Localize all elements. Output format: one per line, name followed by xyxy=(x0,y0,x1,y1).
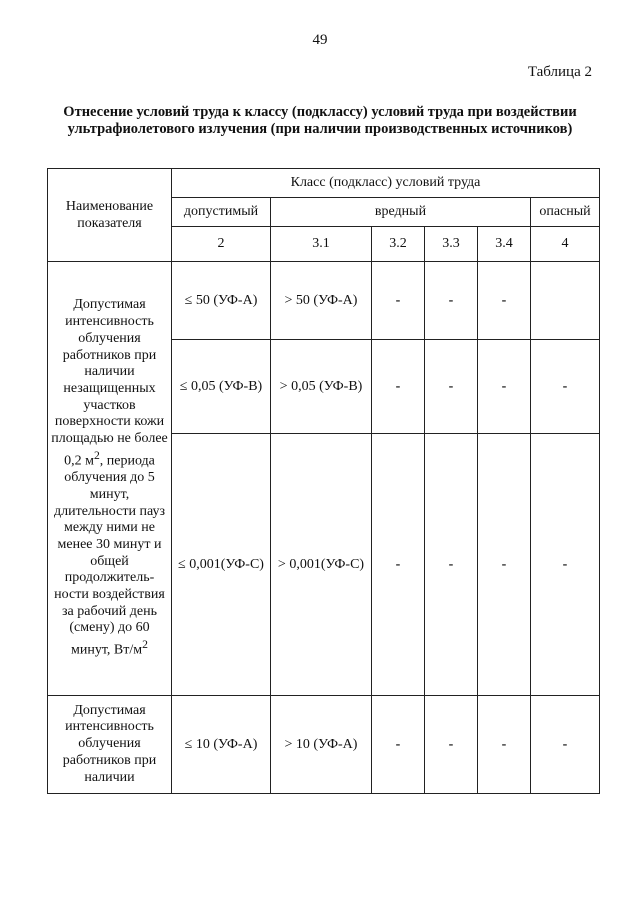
table-title: Отнесение условий труда к классу (подклассу) условий труда при воздействии ультрафиолетового излучения (при наличии производственных источников) xyxy=(63,104,577,137)
value-cell: - xyxy=(531,696,600,794)
value-cell: ≤ 10 (УФ-А) xyxy=(172,696,271,794)
table-label: Таблица 2 xyxy=(527,64,592,80)
indicator-name: Допустимая интенсивность облучения работников при наличии незащищенных участков поверхности кожи площадью не более 0,2 $м^2$, периода облучения до 5 минут, длительности пауз между ними не менее 30 минут и общей продолжитель-ности воздействия за рабочий день (смену) до 60 минут, $Вт/м^2$ xyxy=(48,262,172,696)
value-cell: - xyxy=(372,434,425,696)
value-cell: ≤ 0,05 (УФ-В) xyxy=(172,340,271,434)
value-cell: - xyxy=(478,340,531,434)
header-code: 3.3 xyxy=(425,227,478,262)
value-cell: ≤ 50 (УФ-А) xyxy=(172,262,271,340)
value-cell: - xyxy=(425,434,478,696)
value-cell: > 0,05 (УФ-В) xyxy=(271,340,372,434)
value-cell: > 0,001(УФ-С) xyxy=(271,434,372,696)
value-cell: - xyxy=(531,434,600,696)
header-dangerous: опасный xyxy=(531,198,600,227)
value-cell: - xyxy=(425,340,478,434)
value-cell: - xyxy=(425,262,478,340)
uv-classification-table xyxy=(47,168,600,794)
value-cell: - xyxy=(425,696,478,794)
header-code: 3.1 xyxy=(271,227,372,262)
header-code: 4 xyxy=(531,227,600,262)
header-indicator-name: Наименование показателя xyxy=(48,169,172,262)
value-cell: - xyxy=(478,434,531,696)
indicator-name: Допустимая интенсивность облучения работников при наличии xyxy=(48,696,172,794)
header-code: 3.2 xyxy=(372,227,425,262)
value-cell: > 10 (УФ-А) xyxy=(271,696,372,794)
page-number: 49 xyxy=(312,32,328,48)
value-cell: - xyxy=(531,340,600,434)
value-cell: - xyxy=(372,262,425,340)
value-cell: - xyxy=(478,696,531,794)
value-cell: ≤ 0,001(УФ-С) xyxy=(172,434,271,696)
header-acceptable: допустимый xyxy=(172,198,271,227)
header-harmful: вредный xyxy=(271,198,531,227)
value-cell: - xyxy=(478,262,531,340)
header-code: 2 xyxy=(172,227,271,262)
value-cell: - xyxy=(372,696,425,794)
value-cell: > 50 (УФ-А) xyxy=(271,262,372,340)
value-cell: - xyxy=(372,340,425,434)
header-class-group: Класс (подкласс) условий труда xyxy=(172,169,600,198)
value-cell xyxy=(531,262,600,340)
header-code: 3.4 xyxy=(478,227,531,262)
